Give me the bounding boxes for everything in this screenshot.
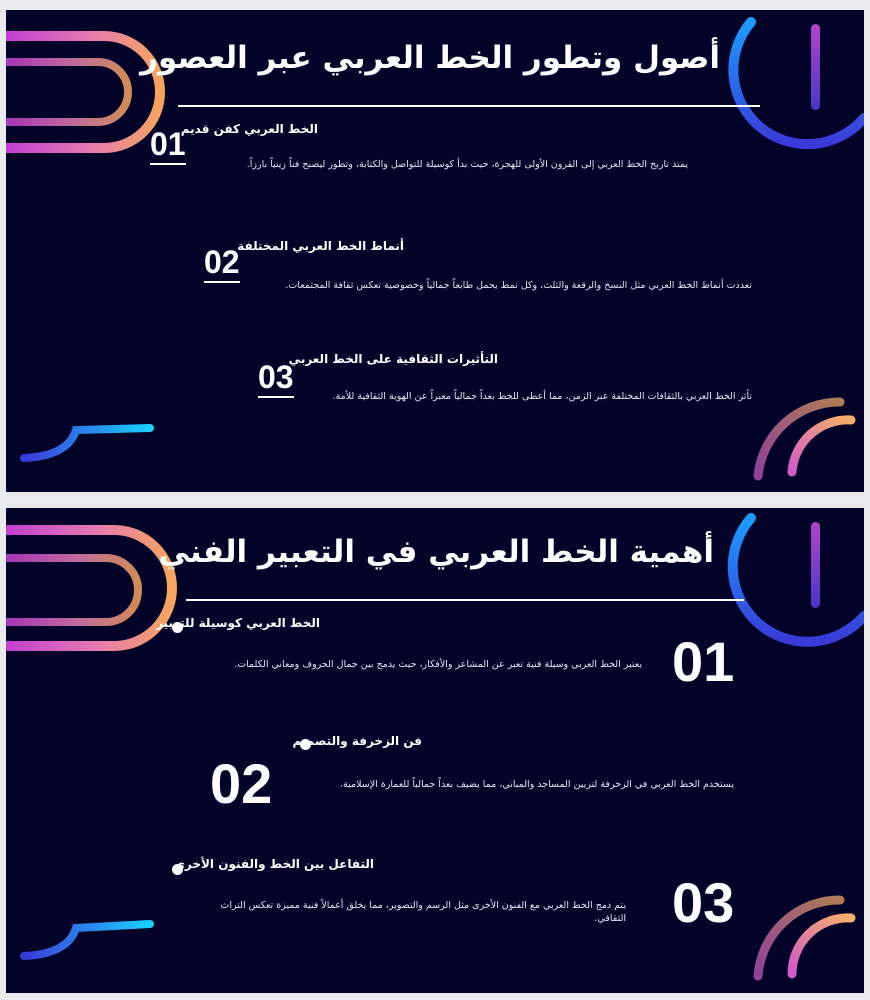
title-underline — [186, 599, 744, 601]
item-number: 01 — [150, 128, 186, 165]
item-number: 01 — [672, 630, 735, 693]
item-heading: فن الزخرفة والتصميم — [292, 734, 422, 748]
item-heading: التفاعل بين الخط والفنون الأخرى — [173, 857, 374, 871]
item-number: 02 — [210, 752, 273, 815]
item-text: يعتبر الخط العربي وسيلة فنية تعبر عن المشاعر والأفكار، حيث يدمج بين جمال الحروف ومعاني الكلمات. — [234, 659, 642, 670]
slide-origins — [6, 10, 864, 492]
item-number: 03 — [672, 871, 735, 934]
item-heading: الخط العربي كوسيلة للتعبير — [156, 616, 320, 630]
item-text: تعددت أنماط الخط العربي مثل النسخ والرقعة والثلث، وكل نمط يحمل طابعاً جمالياً وخصوصية تعكس ثقافة المجتمعات. — [285, 280, 752, 291]
title-underline — [178, 105, 760, 107]
item-heading: التأثيرات الثقافية على الخط العربي — [288, 352, 498, 366]
item-text: تأثر الخط العربي بالثقافات المختلفة عبر الزمن، مما أعطى للخط بعداً جمالياً معبراً عن الهوية الثقافية للأمة. — [332, 391, 752, 402]
slide-title: أهمية الخط العربي في التعبير الفني — [158, 534, 714, 570]
slide-importance — [6, 508, 864, 993]
slide-title: أصول وتطور الخط العربي عبر العصور — [140, 40, 720, 76]
item-text: يتم دمج الخط العربي مع الفنون الأخرى مثل الرسم والتصوير، مما يخلق أعمالاً فنية مميزة تعكس التراث الثقافي. — [220, 900, 626, 924]
item-number: 03 — [258, 361, 294, 398]
item-heading: الخط العربي كفن قديم — [180, 122, 318, 136]
item-number: 02 — [204, 246, 240, 283]
item-heading: أنماط الخط العربي المختلفة — [237, 239, 404, 253]
slide-decoration — [6, 10, 864, 492]
item-text: يمتد تاريخ الخط العربي إلى القرون الأولى للهجرة، حيث بدأ كوسيلة للتواصل والكتابة، وتطور ليصبح فناً زينياً بارزاً. — [246, 159, 688, 170]
item-text: يستخدم الخط العربي في الزخرفة لتزيين المساجد والمباني، مما يضيف بعداً جمالياً للعمارة الإسلامية. — [340, 779, 734, 790]
